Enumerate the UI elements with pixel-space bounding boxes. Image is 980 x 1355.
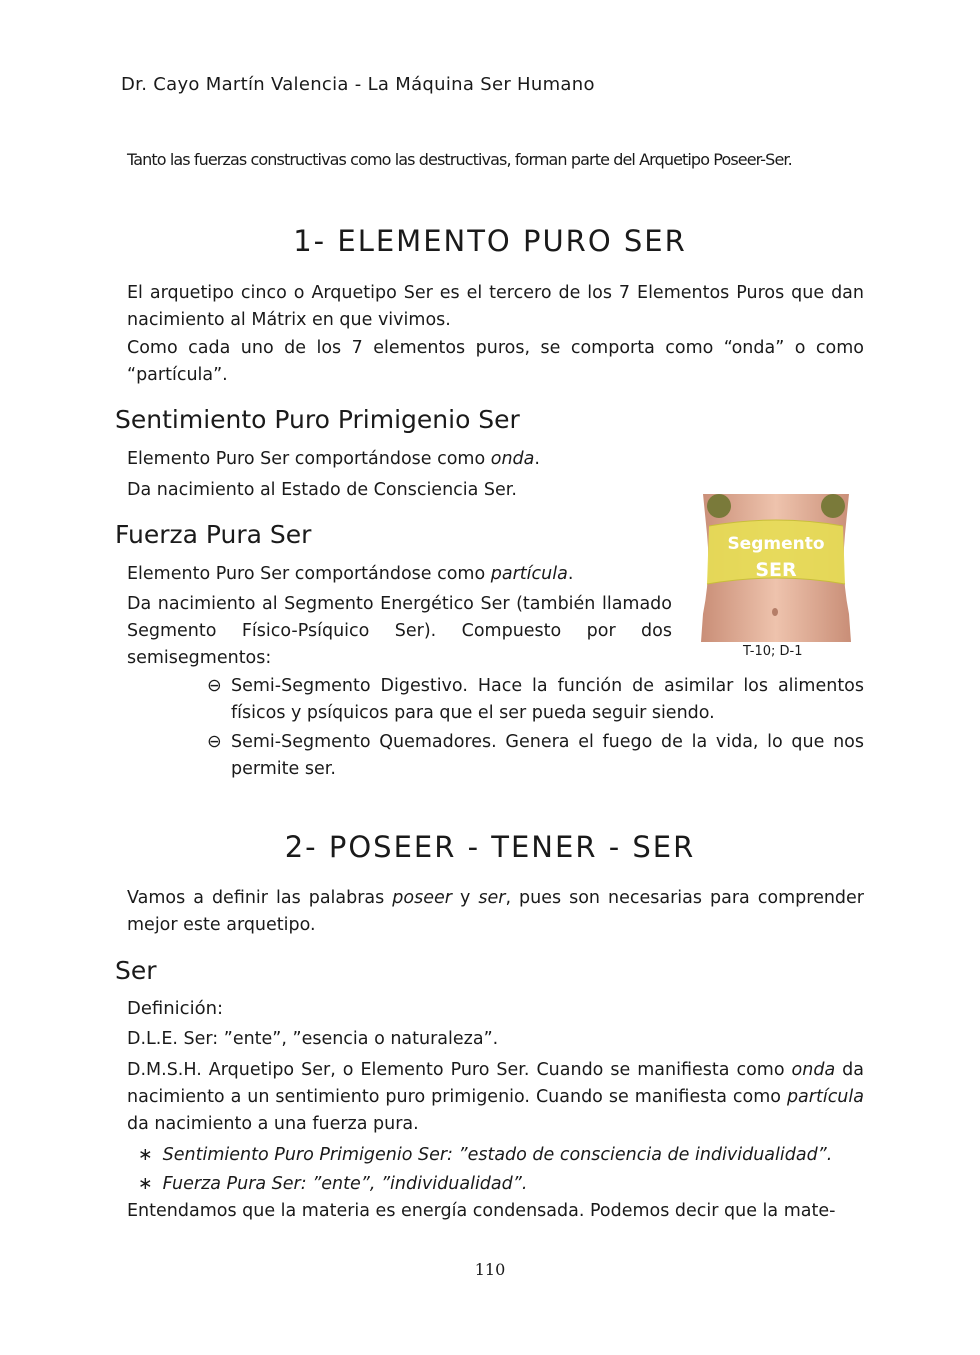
figure-caption: T-10; D-1 bbox=[743, 644, 803, 659]
subsection-sentimiento-title: Sentimiento Puro Primigenio Ser bbox=[115, 405, 520, 434]
definition-dmsh: D.M.S.H. Arquetipo Ser, o Elemento Puro Ser. Cuando se manifiesta como onda da nacimiento a un sentimiento puro primigenio. Cuando se manifiesta como partícula da nacimiento a una fuerza pura. bbox=[127, 1060, 864, 1134]
subsection-fuerza-title: Fuerza Pura Ser bbox=[115, 520, 312, 549]
circle-minus-icon: ⊖ bbox=[207, 676, 222, 696]
torso-figure bbox=[695, 494, 857, 642]
bullet-digestivo: ⊖ Semi-Segmento Digestivo. Hace la función de asimilar los alimentos físicos y psíquicos para que el ser pueda seguir siendo. bbox=[207, 673, 864, 727]
subsection-ser-title: Ser bbox=[115, 956, 157, 985]
section-2-intro: Vamos a definir las palabras poseer y ser, pues son necesarias para comprender mejor este arquetipo. bbox=[127, 888, 864, 935]
section-1-title: 1- ELEMENTO PURO SER bbox=[293, 224, 687, 258]
fuerza-line-2: Da nacimiento al Segmento Energético Ser (también llamado Segmento Físico-Psíquico Ser). Compuesto por dos semisegmentos: bbox=[127, 594, 672, 668]
figure-label-ser: SER bbox=[755, 559, 797, 581]
asterisk-icon: ∗ bbox=[138, 1145, 153, 1165]
section-2-title: 2- POSEER - TENER - SER bbox=[284, 830, 696, 864]
star-item-sentimiento: ∗ Sentimiento Puro Primigenio Ser: ”estado de consciencia de individualidad”. bbox=[138, 1145, 833, 1165]
intro-paragraph: Tanto las fuerzas constructivas como las destructivas, forman parte del Arquetipo Poseer-Ser. bbox=[127, 150, 792, 169]
asterisk-icon: ∗ bbox=[138, 1174, 153, 1194]
running-header: Dr. Cayo Martín Valencia - La Máquina Ser Humano bbox=[121, 74, 595, 95]
fuerza-line-1: Elemento Puro Ser comportándose como partícula. bbox=[127, 564, 574, 584]
torso-illustration bbox=[695, 494, 857, 642]
sentimiento-line-1: Elemento Puro Ser comportándose como onda. bbox=[127, 449, 540, 469]
page-number: 110 bbox=[474, 1260, 506, 1279]
section-1-paragraph-2: Como cada uno de los 7 elementos puros, se comporta como “onda” o como “partícula”. bbox=[127, 338, 864, 385]
definition-dle: D.L.E. Ser: ”ente”, ”esencia o naturaleza”. bbox=[127, 1029, 499, 1049]
bullet-quemadores: ⊖ Semi-Segmento Quemadores. Genera el fuego de la vida, lo que nos permite ser. bbox=[207, 729, 864, 783]
sentimiento-line-2: Da nacimiento al Estado de Consciencia Ser. bbox=[127, 480, 517, 500]
figure-label-segmento: Segmento bbox=[727, 534, 825, 554]
definition-label: Definición: bbox=[127, 998, 224, 1019]
closing-line: Entendamos que la materia es energía condensada. Podemos decir que la mate- bbox=[127, 1201, 836, 1221]
circle-minus-icon: ⊖ bbox=[207, 732, 222, 752]
star-item-fuerza: ∗ Fuerza Pura Ser: ”ente”, ”individualidad”. bbox=[138, 1174, 528, 1194]
section-1-paragraph-1: El arquetipo cinco o Arquetipo Ser es el tercero de los 7 Elementos Puros que dan nacimiento al Mátrix en que vivimos. bbox=[127, 283, 864, 330]
